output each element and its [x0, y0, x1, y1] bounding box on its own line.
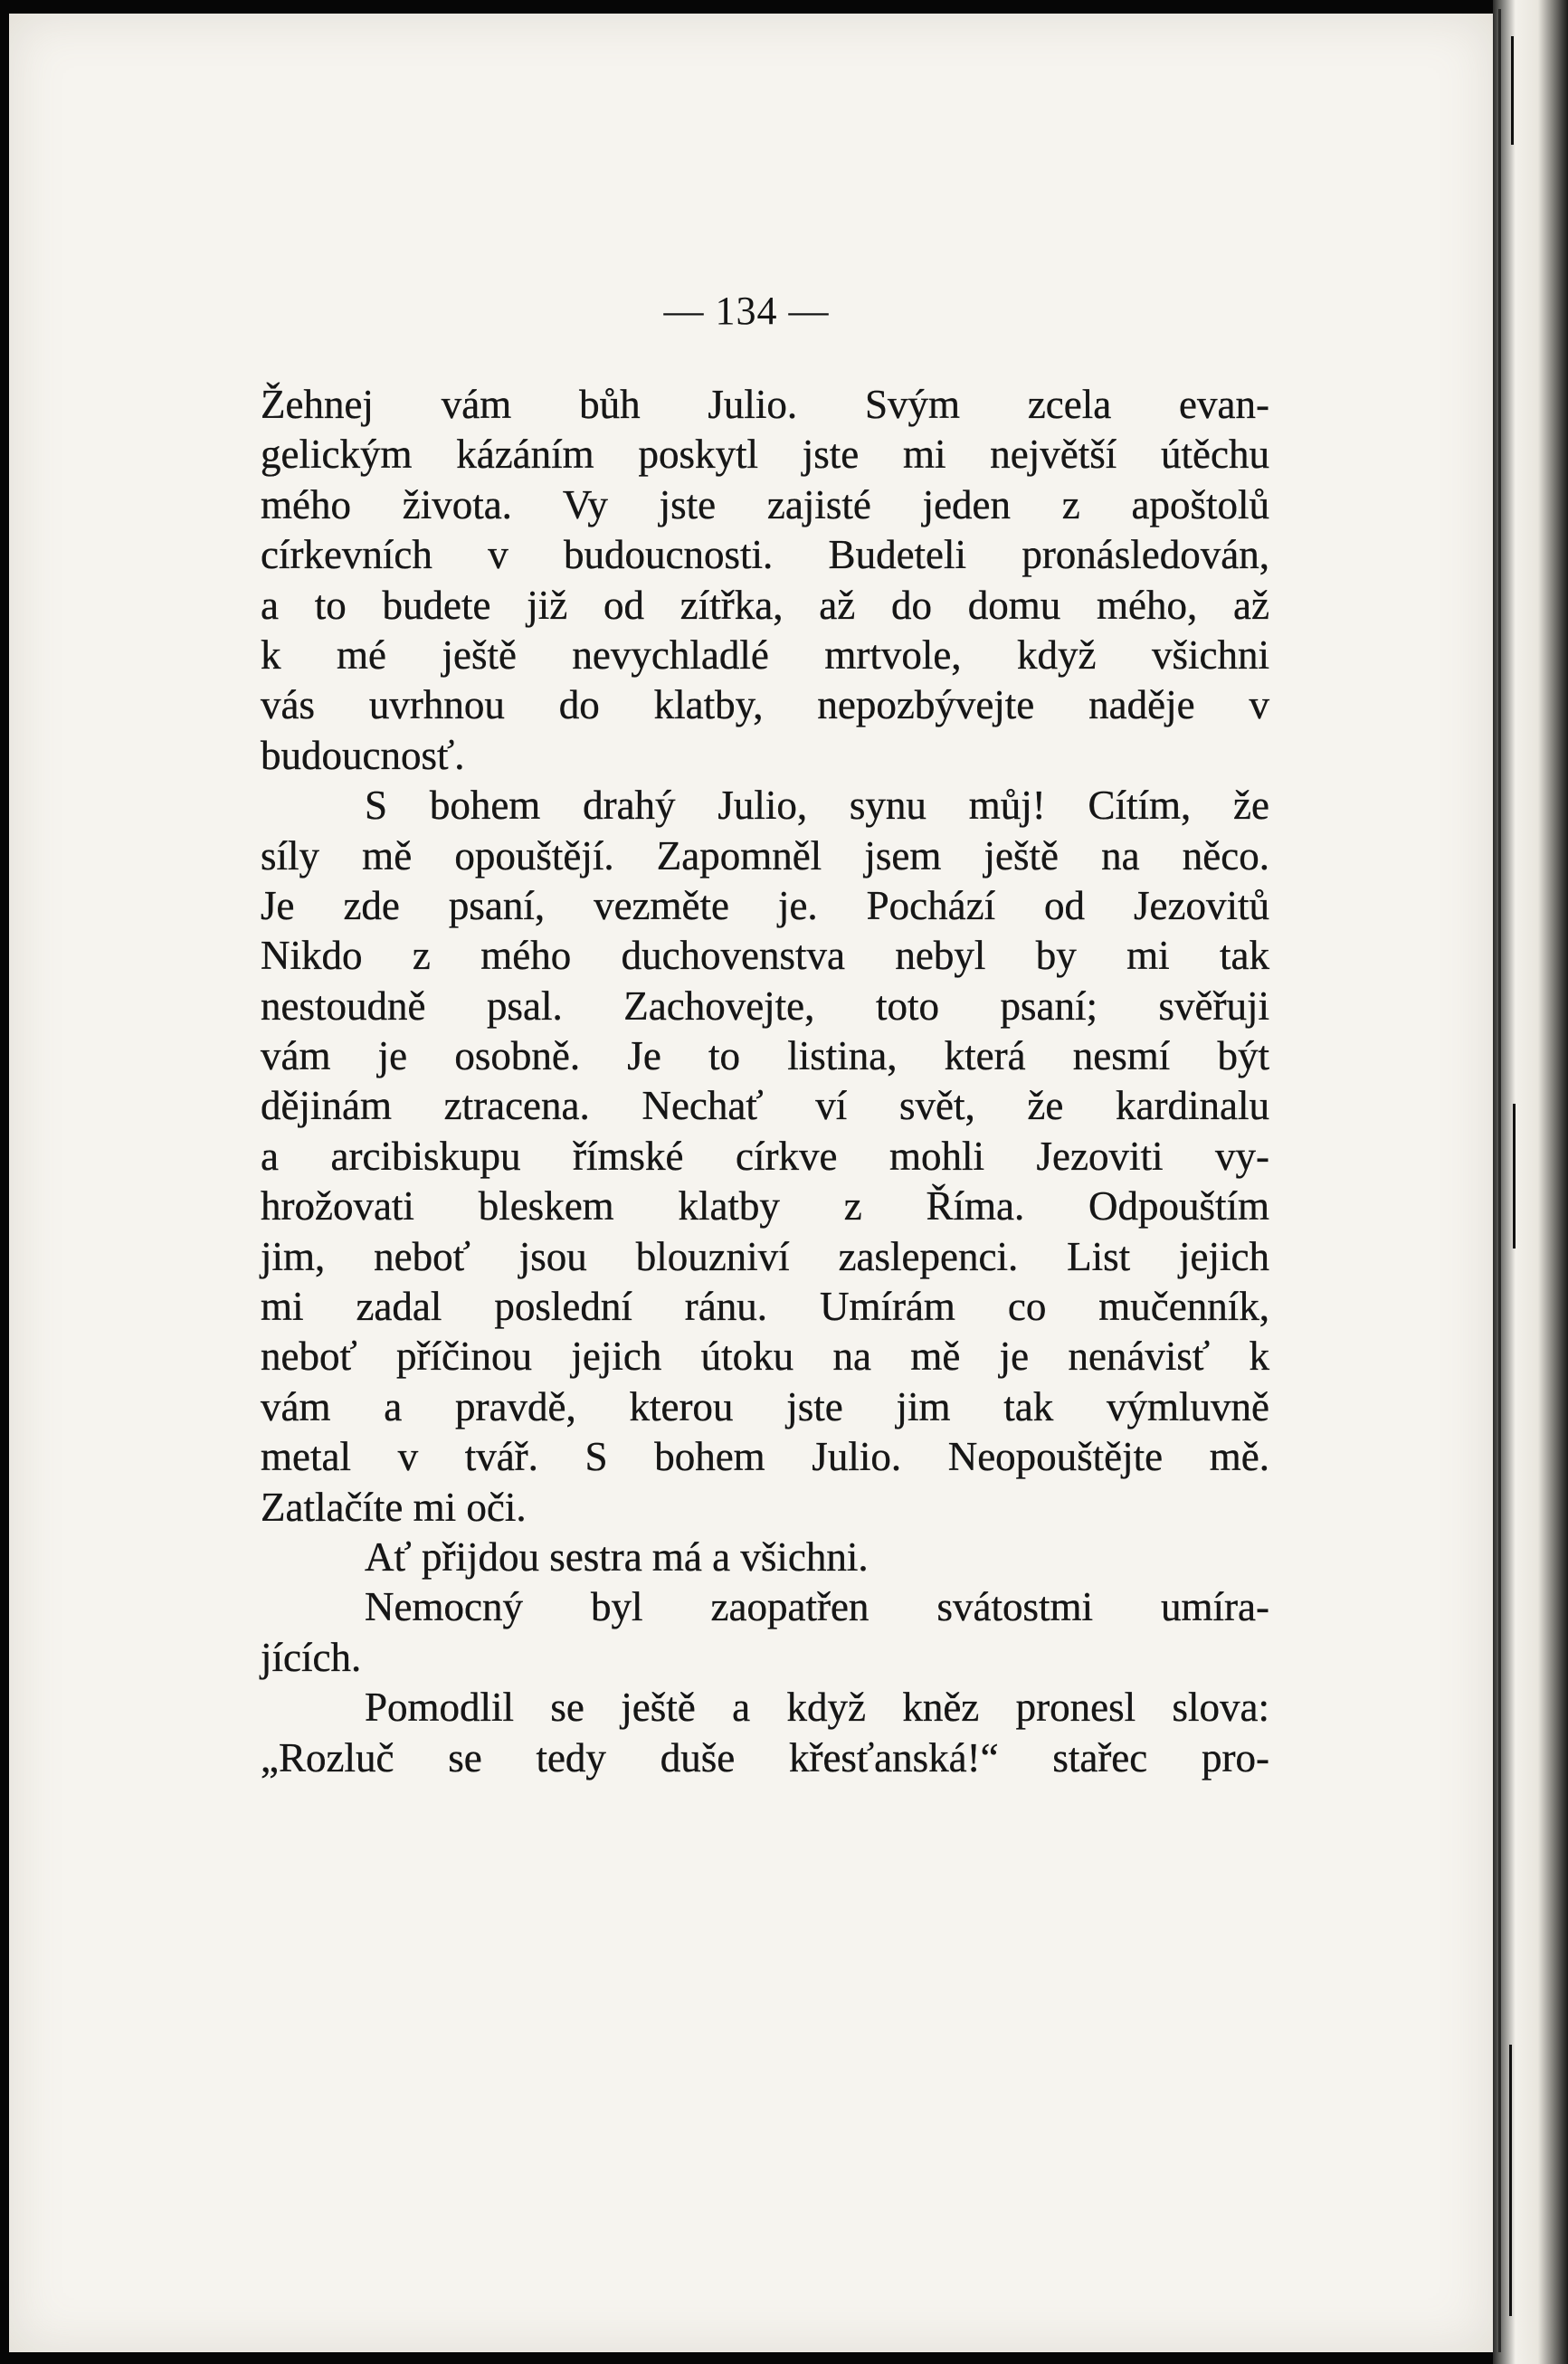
- book-gutter: [1493, 0, 1568, 2364]
- text-line: nestoudně psal. Zachovejte, toto psaní; svěřuji: [261, 983, 1269, 1029]
- page-number: — 134 —: [663, 289, 830, 333]
- text-line: „Rozluč se tedy duše křesťanská!“ stařec pro-: [261, 1734, 1269, 1780]
- text-line: gelickým kázáním poskytl jste mi největší útěchu: [261, 432, 1269, 478]
- text-line: metal v tvář. S bohem Julio. Neopouštějte mě.: [261, 1434, 1269, 1480]
- text-line: mi zadal poslední ránu. Umírám co mučenník,: [261, 1284, 1269, 1330]
- text-line: hrožovati bleskem klatby z Říma. Odpouštím: [261, 1183, 1269, 1229]
- text-line: S bohem drahý Julio, synu můj! Cítím, že: [365, 783, 1269, 829]
- text-line: Žehnej vám bůh Julio. Svým zcela evan-: [261, 382, 1269, 427]
- text-line: Ať přijdou sestra má a všichni.: [365, 1533, 869, 1580]
- text-line: neboť příčinou jejich útoku na mě je nenávisť k: [261, 1334, 1269, 1380]
- text-line: jících.: [261, 1634, 362, 1680]
- text-line: Pomodlil se ještě a když kněz pronesl slova:: [365, 1685, 1269, 1731]
- text-line: a to budete již od zítřka, až do domu mého, až: [261, 582, 1269, 628]
- text-line: Nemocný byl zaopatřen svátostmi umíra-: [365, 1584, 1269, 1630]
- body-text: [261, 380, 1269, 1783]
- text-line: jim, neboť jsou blouzniví zaslepenci. List jejich: [261, 1233, 1269, 1279]
- text-line: Nikdo z mého duchovenstva nebyl by mi tak: [261, 933, 1269, 979]
- text-line: a arcibiskupu římské církve mohli Jezoviti vy-: [261, 1133, 1269, 1179]
- text-line: Je zde psaní, vezměte je. Pochází od Jezovitů: [261, 882, 1269, 928]
- text-line: dějinám ztracena. Nechať ví svět, že kardinalu: [261, 1083, 1269, 1129]
- text-line: budoucnosť.: [261, 732, 465, 778]
- text-line: Zatlačíte mi oči.: [261, 1484, 527, 1530]
- text-line: vám a pravdě, kterou jste jim tak výmluvně: [261, 1383, 1269, 1429]
- text-line: vás uvrhnou do klatby, nepozbývejte naděje v: [261, 682, 1269, 728]
- text-line: vám je osobně. Je to listina, která nesmí být: [261, 1033, 1269, 1079]
- text-line: síly mě opouštějí. Zapomněl jsem ještě na něco.: [261, 832, 1269, 878]
- text-line: církevních v budoucnosti. Budeteli pronásledován,: [261, 532, 1269, 578]
- text-line: mého života. Vy jste zajisté jeden z apoštolů: [261, 481, 1269, 527]
- text-line: k mé ještě nevychladlé mrtvole, když všichni: [261, 631, 1269, 678]
